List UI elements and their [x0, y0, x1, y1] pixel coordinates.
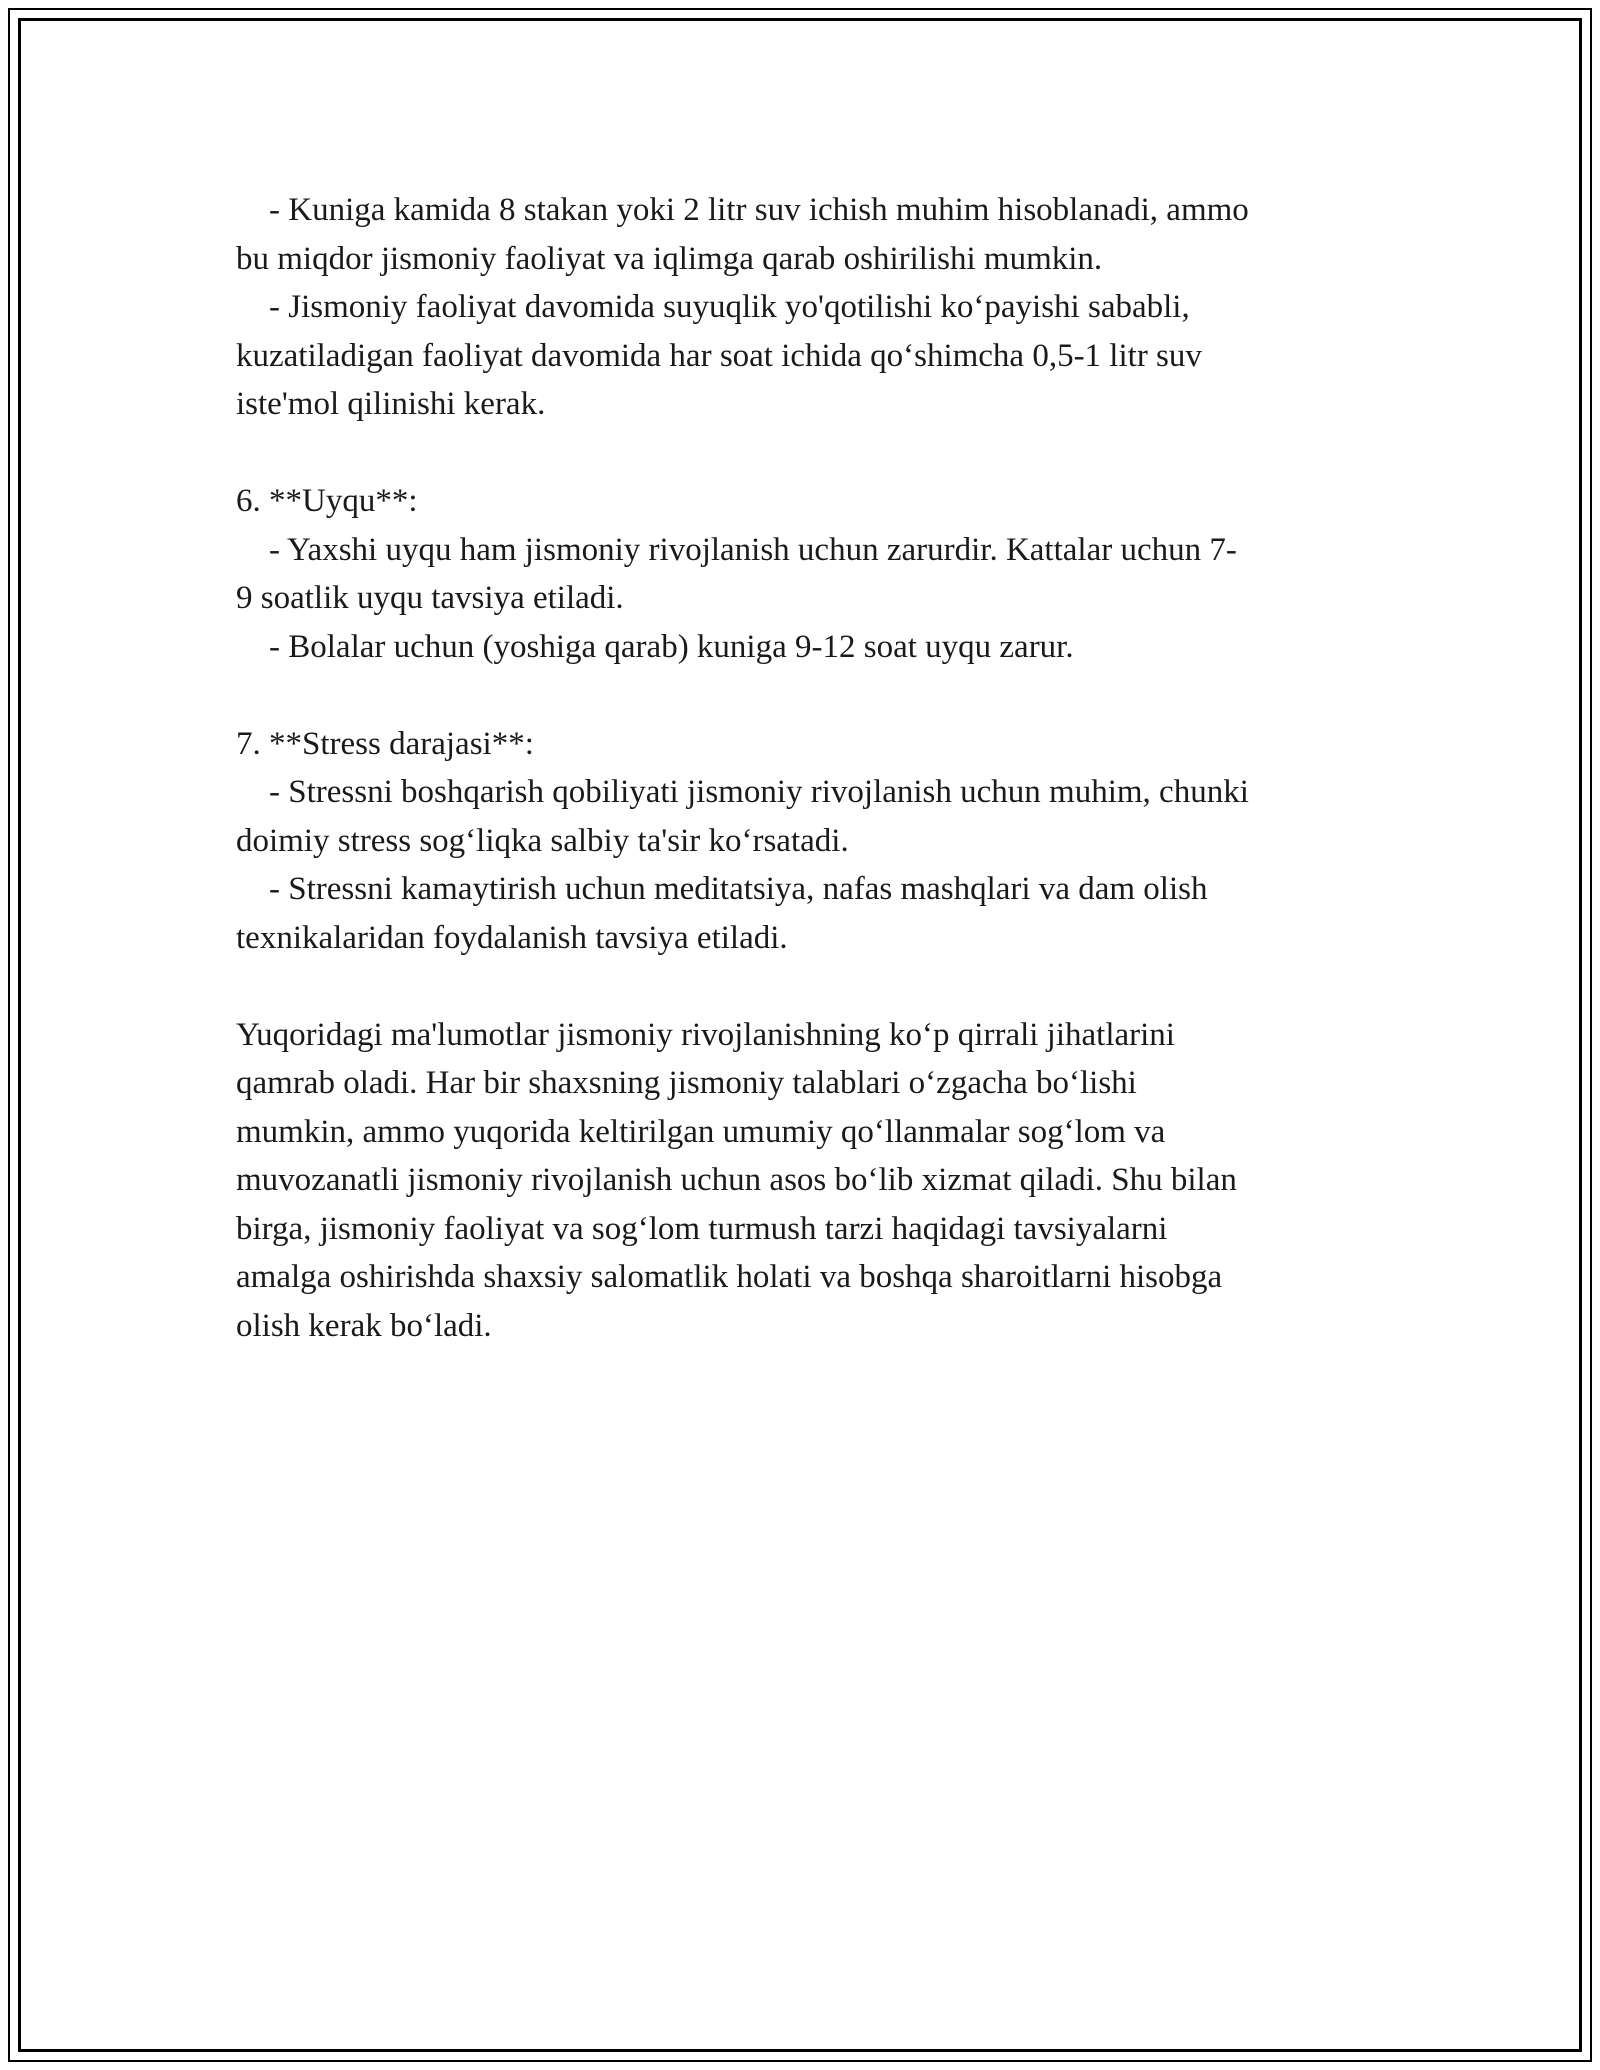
- text-line: - Stressni kamaytirish uchun meditatsiya, nafas mashqlari va dam olish: [236, 871, 1208, 907]
- paragraph-line: qamrab oladi. Har bir shaxsning jismoniy talablari o‘zgacha bo‘lishi: [236, 1065, 1137, 1101]
- blank-line: [236, 962, 1376, 1011]
- document-body: [236, 186, 1376, 1350]
- paragraph-line: birga, jismoniy faoliyat va sog‘lom turmush tarzi haqidagi tavsiyalarni: [236, 1210, 1168, 1247]
- text-line: - Bolalar uchun (yoshiga qarab) kuniga 9-12 soat uyqu zarur.: [236, 628, 1074, 665]
- section-heading: 6. **Uyqu**:: [236, 483, 418, 519]
- paragraph-line: Yuqoridagi ma'lumotlar jismoniy rivojlanishning ko‘p qirrali jihatlarini: [236, 1016, 1175, 1053]
- text-line: doimiy stress sog‘liqka salbiy ta'sir ko‘rsatadi.: [236, 822, 849, 859]
- paragraph-line: olish kerak bo‘ladi.: [236, 1307, 492, 1344]
- blank-line: [236, 429, 1376, 478]
- text-line: - Yaxshi uyqu ham jismoniy rivojlanish uchun zarurdir. Kattalar uchun 7-: [236, 531, 1237, 568]
- text-line: - Stressni boshqarish qobiliyati jismoniy rivojlanish uchun muhim, chunki: [236, 774, 1249, 810]
- paragraph-line: mumkin, ammo yuqorida keltirilgan umumiy qo‘llanmalar sog‘lom va: [236, 1113, 1166, 1150]
- text-line: 9 soatlik uyqu tavsiya etiladi.: [236, 580, 624, 616]
- text-line: - Kuniga kamida 8 stakan yoki 2 litr suv ichish muhim hisoblanadi, ammo: [236, 192, 1249, 228]
- text-line: texnikalaridan foydalanish tavsiya etiladi.: [236, 919, 788, 956]
- text-line: bu miqdor jismoniy faoliyat va iqlimga qarab oshirilishi mumkin.: [236, 240, 1103, 277]
- text-line: - Jismoniy faoliyat davomida suyuqlik yo'qotilishi ko‘payishi sababli,: [236, 289, 1190, 325]
- text-line: kuzatiladigan faoliyat davomida har soat ichida qo‘shimcha 0,5-1 litr suv: [236, 337, 1202, 374]
- paragraph-line: muvozanatli jismoniy rivojlanish uchun asos bo‘lib xizmat qiladi. Shu bilan: [236, 1162, 1237, 1198]
- blank-line: [236, 671, 1376, 720]
- paragraph-line: amalga oshirishda shaxsiy salomatlik holati va boshqa sharoitlarni hisobga: [236, 1259, 1223, 1295]
- section-heading: 7. **Stress darajasi**:: [236, 725, 534, 762]
- text-line: iste'mol qilinishi kerak.: [236, 386, 546, 422]
